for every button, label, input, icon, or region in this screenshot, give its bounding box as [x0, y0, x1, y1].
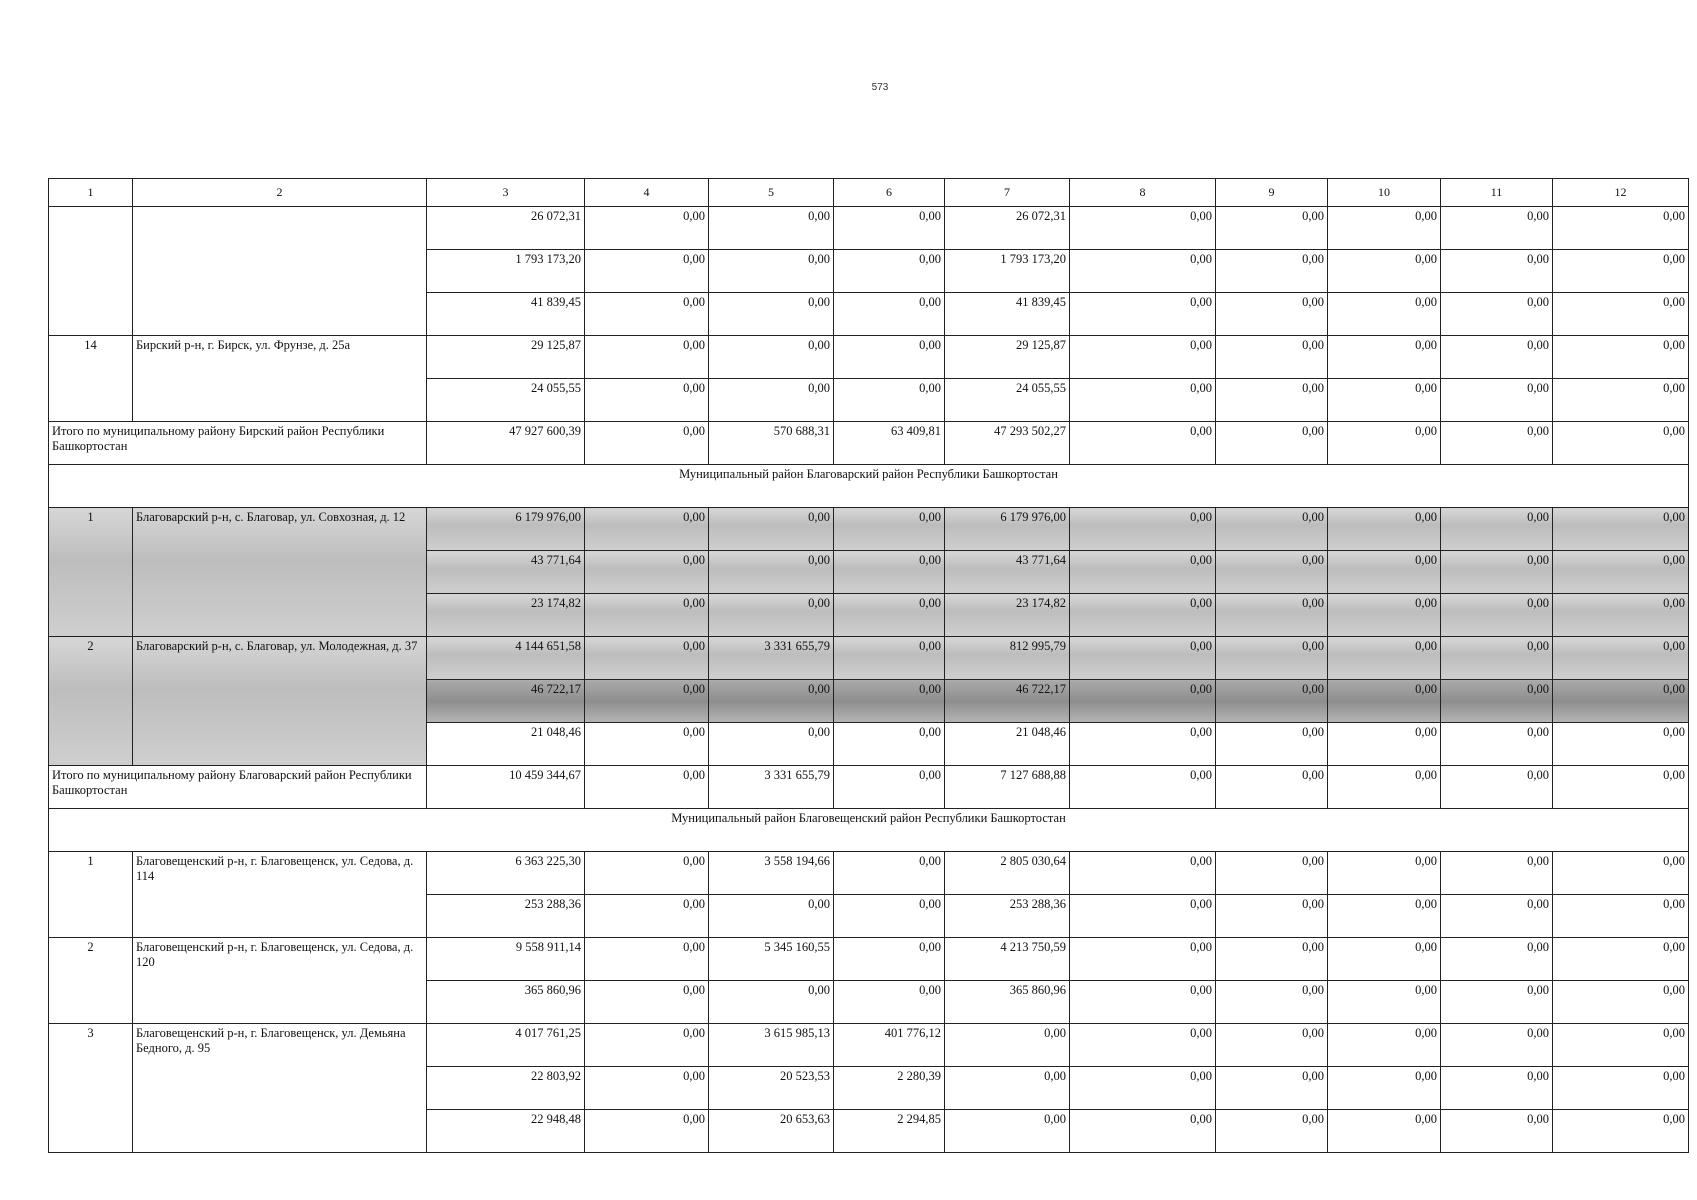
value-cell: 365 860,96 — [945, 981, 1070, 1024]
value-cell: 0,00 — [585, 895, 709, 938]
value-cell: 0,00 — [1328, 1110, 1441, 1153]
address-cell: Благовещенский р-н, г. Благовещенск, ул. Демьяна Бедного, д. 95 — [133, 1024, 427, 1153]
value-cell: 0,00 — [1328, 207, 1441, 250]
value-cell: 47 293 502,27 — [945, 422, 1070, 465]
value-cell: 0,00 — [1553, 1110, 1689, 1153]
value-cell: 0,00 — [1553, 422, 1689, 465]
value-cell: 0,00 — [1328, 852, 1441, 895]
value-cell: 2 294,85 — [834, 1110, 945, 1153]
value-cell: 0,00 — [709, 508, 834, 551]
value-cell: 0,00 — [1441, 293, 1553, 336]
value-cell: 47 927 600,39 — [427, 422, 585, 465]
value-cell: 0,00 — [1553, 508, 1689, 551]
value-cell: 0,00 — [1070, 1110, 1216, 1153]
value-cell: 0,00 — [834, 508, 945, 551]
value-cell: 26 072,31 — [427, 207, 585, 250]
value-cell: 0,00 — [1441, 422, 1553, 465]
value-cell: 0,00 — [585, 766, 709, 809]
value-cell: 0,00 — [1328, 766, 1441, 809]
value-cell: 0,00 — [1553, 1024, 1689, 1067]
value-cell: 3 331 655,79 — [709, 637, 834, 680]
value-cell: 0,00 — [1070, 207, 1216, 250]
value-cell: 24 055,55 — [945, 379, 1070, 422]
value-cell: 0,00 — [1441, 680, 1553, 723]
value-cell: 0,00 — [585, 981, 709, 1024]
value-cell: 0,00 — [1553, 852, 1689, 895]
value-cell: 0,00 — [585, 207, 709, 250]
value-cell: 3 331 655,79 — [709, 766, 834, 809]
value-cell: 0,00 — [1328, 422, 1441, 465]
address-cell: Благовещенский р-н, г. Благовещенск, ул. Седова, д. 120 — [133, 938, 427, 1024]
value-cell: 0,00 — [1441, 551, 1553, 594]
value-cell: 0,00 — [585, 680, 709, 723]
total-label: Итого по муниципальному району Благоварский район Республики Башкортостан — [49, 766, 427, 809]
column-header: 11 — [1441, 179, 1553, 207]
value-cell: 0,00 — [709, 981, 834, 1024]
value-cell: 0,00 — [1328, 551, 1441, 594]
value-cell: 0,00 — [1441, 207, 1553, 250]
value-cell: 0,00 — [834, 938, 945, 981]
column-header: 6 — [834, 179, 945, 207]
value-cell: 6 363 225,30 — [427, 852, 585, 895]
value-cell: 0,00 — [834, 293, 945, 336]
data-table — [48, 178, 1689, 1153]
value-cell: 0,00 — [834, 336, 945, 379]
value-cell: 812 995,79 — [945, 637, 1070, 680]
value-cell: 21 048,46 — [427, 723, 585, 766]
value-cell: 6 179 976,00 — [427, 508, 585, 551]
value-cell: 0,00 — [1070, 1067, 1216, 1110]
value-cell: 0,00 — [834, 723, 945, 766]
value-cell: 0,00 — [1216, 723, 1328, 766]
value-cell: 0,00 — [709, 895, 834, 938]
value-cell: 0,00 — [709, 207, 834, 250]
total-label: Итого по муниципальному району Бирский район Республики Башкортостан — [49, 422, 427, 465]
index-cell: 2 — [49, 637, 133, 766]
column-number-row — [49, 179, 1689, 207]
value-cell: 0,00 — [1070, 508, 1216, 551]
value-cell: 0,00 — [1070, 981, 1216, 1024]
column-header: 7 — [945, 179, 1070, 207]
value-cell: 0,00 — [1328, 723, 1441, 766]
total-row — [49, 766, 1689, 809]
value-cell: 0,00 — [1553, 938, 1689, 981]
value-cell: 20 653,63 — [709, 1110, 834, 1153]
value-cell: 9 558 911,14 — [427, 938, 585, 981]
value-cell: 0,00 — [1070, 680, 1216, 723]
value-cell: 0,00 — [1216, 852, 1328, 895]
table-row — [49, 207, 1689, 250]
column-header: 5 — [709, 179, 834, 207]
value-cell: 3 558 194,66 — [709, 852, 834, 895]
value-cell: 0,00 — [1216, 250, 1328, 293]
value-cell: 23 174,82 — [427, 594, 585, 637]
value-cell: 0,00 — [1441, 895, 1553, 938]
section-row — [49, 465, 1689, 508]
value-cell: 0,00 — [585, 508, 709, 551]
value-cell: 0,00 — [1216, 508, 1328, 551]
value-cell: 0,00 — [1216, 379, 1328, 422]
value-cell: 0,00 — [709, 336, 834, 379]
index-cell: 1 — [49, 852, 133, 938]
value-cell: 0,00 — [1553, 723, 1689, 766]
value-cell: 0,00 — [709, 551, 834, 594]
value-cell: 0,00 — [1070, 637, 1216, 680]
value-cell: 0,00 — [1553, 637, 1689, 680]
value-cell: 0,00 — [834, 207, 945, 250]
value-cell: 46 722,17 — [945, 680, 1070, 723]
address-cell: Благоварский р-н, с. Благовар, ул. Молодежная, д. 37 — [133, 637, 427, 766]
value-cell: 0,00 — [1441, 594, 1553, 637]
value-cell: 1 793 173,20 — [945, 250, 1070, 293]
address-cell: Благоварский р-н, с. Благовар, ул. Совхозная, д. 12 — [133, 508, 427, 637]
value-cell: 0,00 — [945, 1067, 1070, 1110]
value-cell: 0,00 — [1441, 637, 1553, 680]
value-cell: 0,00 — [1328, 1024, 1441, 1067]
value-cell: 0,00 — [585, 336, 709, 379]
column-header: 3 — [427, 179, 585, 207]
value-cell: 0,00 — [1216, 895, 1328, 938]
value-cell: 0,00 — [1216, 981, 1328, 1024]
value-cell: 0,00 — [1216, 766, 1328, 809]
section-row — [49, 809, 1689, 852]
value-cell: 0,00 — [1441, 723, 1553, 766]
value-cell: 0,00 — [709, 594, 834, 637]
value-cell: 26 072,31 — [945, 207, 1070, 250]
value-cell: 0,00 — [585, 250, 709, 293]
value-cell: 0,00 — [1070, 852, 1216, 895]
value-cell: 3 615 985,13 — [709, 1024, 834, 1067]
column-header: 8 — [1070, 179, 1216, 207]
value-cell: 0,00 — [1553, 594, 1689, 637]
value-cell: 46 722,17 — [427, 680, 585, 723]
value-cell: 0,00 — [1441, 852, 1553, 895]
value-cell: 0,00 — [585, 852, 709, 895]
value-cell: 24 055,55 — [427, 379, 585, 422]
address-cell — [133, 207, 427, 336]
value-cell: 43 771,64 — [427, 551, 585, 594]
section-title: Муниципальный район Благовещенский район Республики Башкортостан — [49, 809, 1689, 852]
value-cell: 0,00 — [1553, 293, 1689, 336]
value-cell: 10 459 344,67 — [427, 766, 585, 809]
value-cell: 0,00 — [1328, 293, 1441, 336]
value-cell: 21 048,46 — [945, 723, 1070, 766]
index-cell: 2 — [49, 938, 133, 1024]
value-cell: 0,00 — [1328, 336, 1441, 379]
value-cell: 0,00 — [585, 1067, 709, 1110]
value-cell: 0,00 — [585, 1024, 709, 1067]
value-cell: 6 179 976,00 — [945, 508, 1070, 551]
value-cell: 0,00 — [834, 680, 945, 723]
value-cell: 253 288,36 — [945, 895, 1070, 938]
column-header: 10 — [1328, 179, 1441, 207]
value-cell: 0,00 — [1216, 1024, 1328, 1067]
index-cell: 1 — [49, 508, 133, 637]
value-cell: 0,00 — [1441, 981, 1553, 1024]
value-cell: 0,00 — [1441, 250, 1553, 293]
value-cell: 0,00 — [1070, 336, 1216, 379]
value-cell: 0,00 — [1216, 594, 1328, 637]
address-cell: Бирский р-н, г. Бирск, ул. Фрунзе, д. 25а — [133, 336, 427, 422]
value-cell: 0,00 — [1328, 250, 1441, 293]
value-cell: 0,00 — [1216, 1110, 1328, 1153]
value-cell: 0,00 — [945, 1110, 1070, 1153]
value-cell: 0,00 — [1328, 680, 1441, 723]
value-cell: 0,00 — [585, 637, 709, 680]
value-cell: 0,00 — [1328, 938, 1441, 981]
value-cell: 4 213 750,59 — [945, 938, 1070, 981]
value-cell: 0,00 — [1441, 1110, 1553, 1153]
index-cell: 14 — [49, 336, 133, 422]
value-cell: 41 839,45 — [945, 293, 1070, 336]
column-header: 2 — [133, 179, 427, 207]
value-cell: 0,00 — [1553, 551, 1689, 594]
value-cell: 0,00 — [1070, 1024, 1216, 1067]
value-cell: 7 127 688,88 — [945, 766, 1070, 809]
value-cell: 0,00 — [1441, 1024, 1553, 1067]
value-cell: 0,00 — [834, 895, 945, 938]
value-cell: 0,00 — [1553, 1067, 1689, 1110]
value-cell: 401 776,12 — [834, 1024, 945, 1067]
value-cell: 0,00 — [834, 551, 945, 594]
table-row — [49, 938, 1689, 981]
value-cell: 0,00 — [709, 379, 834, 422]
value-cell: 0,00 — [585, 1110, 709, 1153]
value-cell: 0,00 — [1216, 680, 1328, 723]
value-cell: 0,00 — [1553, 766, 1689, 809]
value-cell: 0,00 — [834, 379, 945, 422]
value-cell: 0,00 — [1070, 551, 1216, 594]
value-cell: 0,00 — [1553, 981, 1689, 1024]
value-cell: 0,00 — [1441, 336, 1553, 379]
value-cell: 0,00 — [1553, 379, 1689, 422]
value-cell: 4 144 651,58 — [427, 637, 585, 680]
value-cell: 0,00 — [585, 293, 709, 336]
table-row — [49, 1024, 1689, 1067]
value-cell: 0,00 — [1070, 723, 1216, 766]
value-cell: 0,00 — [709, 723, 834, 766]
value-cell: 0,00 — [709, 293, 834, 336]
value-cell: 23 174,82 — [945, 594, 1070, 637]
value-cell: 0,00 — [1553, 250, 1689, 293]
column-header: 4 — [585, 179, 709, 207]
value-cell: 29 125,87 — [945, 336, 1070, 379]
value-cell: 0,00 — [709, 680, 834, 723]
value-cell: 0,00 — [1070, 250, 1216, 293]
value-cell: 0,00 — [1070, 895, 1216, 938]
value-cell: 0,00 — [1553, 207, 1689, 250]
value-cell: 0,00 — [1328, 594, 1441, 637]
value-cell: 0,00 — [585, 938, 709, 981]
value-cell: 0,00 — [1441, 1067, 1553, 1110]
value-cell: 0,00 — [945, 1024, 1070, 1067]
table-row — [49, 336, 1689, 379]
value-cell: 0,00 — [834, 852, 945, 895]
index-cell — [49, 207, 133, 336]
value-cell: 0,00 — [1216, 637, 1328, 680]
section-title: Муниципальный район Благоварский район Республики Башкортостан — [49, 465, 1689, 508]
value-cell: 0,00 — [1070, 379, 1216, 422]
value-cell: 365 860,96 — [427, 981, 585, 1024]
value-cell: 0,00 — [1328, 637, 1441, 680]
value-cell: 2 280,39 — [834, 1067, 945, 1110]
value-cell: 22 803,92 — [427, 1067, 585, 1110]
value-cell: 0,00 — [1216, 422, 1328, 465]
value-cell: 0,00 — [834, 637, 945, 680]
column-header: 1 — [49, 179, 133, 207]
value-cell: 0,00 — [1216, 207, 1328, 250]
value-cell: 0,00 — [585, 594, 709, 637]
value-cell: 0,00 — [834, 766, 945, 809]
value-cell: 0,00 — [1070, 422, 1216, 465]
value-cell: 5 345 160,55 — [709, 938, 834, 981]
value-cell: 0,00 — [1328, 1067, 1441, 1110]
value-cell: 0,00 — [1553, 895, 1689, 938]
value-cell: 4 017 761,25 — [427, 1024, 585, 1067]
value-cell: 43 771,64 — [945, 551, 1070, 594]
value-cell: 0,00 — [1441, 379, 1553, 422]
value-cell: 0,00 — [1328, 508, 1441, 551]
table-row — [49, 508, 1689, 551]
value-cell: 41 839,45 — [427, 293, 585, 336]
value-cell: 0,00 — [585, 422, 709, 465]
value-cell: 253 288,36 — [427, 895, 585, 938]
value-cell: 0,00 — [1441, 938, 1553, 981]
value-cell: 1 793 173,20 — [427, 250, 585, 293]
value-cell: 0,00 — [1216, 1067, 1328, 1110]
value-cell: 0,00 — [1216, 336, 1328, 379]
value-cell: 0,00 — [585, 379, 709, 422]
value-cell: 0,00 — [834, 250, 945, 293]
value-cell: 0,00 — [1216, 551, 1328, 594]
value-cell: 29 125,87 — [427, 336, 585, 379]
value-cell: 0,00 — [1553, 680, 1689, 723]
value-cell: 0,00 — [1216, 938, 1328, 981]
value-cell: 0,00 — [1441, 766, 1553, 809]
value-cell: 570 688,31 — [709, 422, 834, 465]
value-cell: 20 523,53 — [709, 1067, 834, 1110]
value-cell: 0,00 — [1553, 336, 1689, 379]
value-cell: 0,00 — [1328, 981, 1441, 1024]
value-cell: 63 409,81 — [834, 422, 945, 465]
value-cell: 0,00 — [1070, 766, 1216, 809]
address-cell: Благовещенский р-н, г. Благовещенск, ул. Седова, д. 114 — [133, 852, 427, 938]
value-cell: 2 805 030,64 — [945, 852, 1070, 895]
value-cell: 0,00 — [1441, 508, 1553, 551]
page-number: 573 — [871, 82, 889, 93]
value-cell: 22 948,48 — [427, 1110, 585, 1153]
value-cell: 0,00 — [1216, 293, 1328, 336]
total-row — [49, 422, 1689, 465]
value-cell: 0,00 — [834, 981, 945, 1024]
value-cell: 0,00 — [1328, 895, 1441, 938]
value-cell: 0,00 — [709, 250, 834, 293]
value-cell: 0,00 — [1328, 379, 1441, 422]
table-row — [49, 637, 1689, 680]
value-cell: 0,00 — [585, 723, 709, 766]
table-row — [49, 852, 1689, 895]
column-header: 9 — [1216, 179, 1328, 207]
value-cell: 0,00 — [1070, 938, 1216, 981]
value-cell: 0,00 — [1070, 293, 1216, 336]
index-cell: 3 — [49, 1024, 133, 1153]
value-cell: 0,00 — [834, 594, 945, 637]
column-header: 12 — [1553, 179, 1689, 207]
value-cell: 0,00 — [1070, 594, 1216, 637]
value-cell: 0,00 — [585, 551, 709, 594]
